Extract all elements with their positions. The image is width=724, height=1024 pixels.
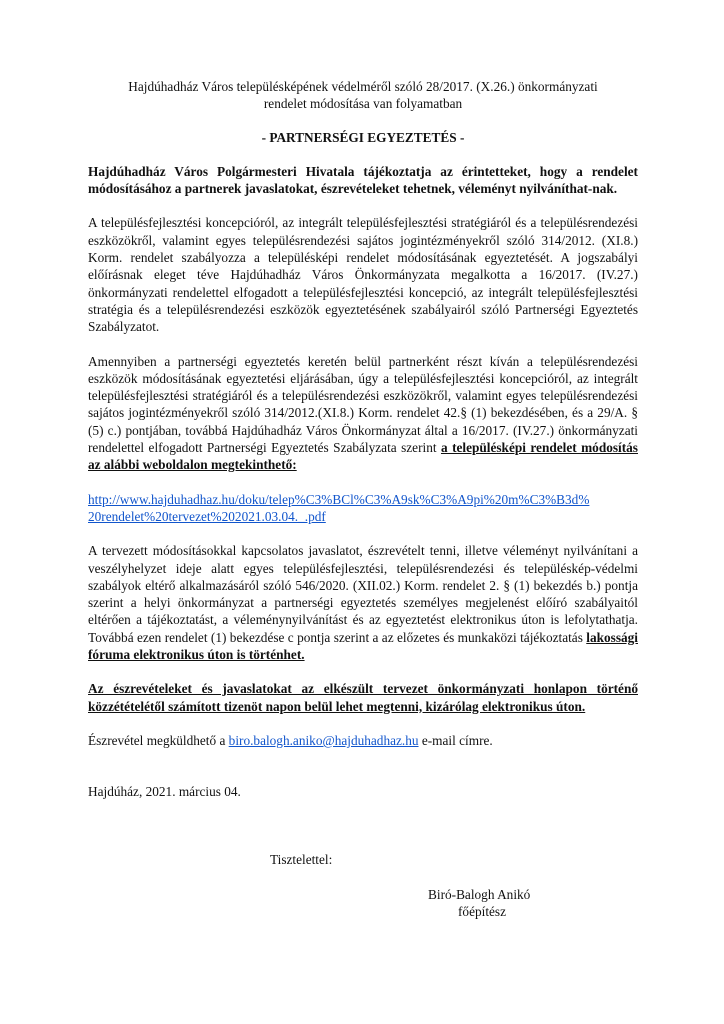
document-subtitle: - PARTNERSÉGI EGYEZTETÉS - xyxy=(261,129,465,145)
signature-name: Biró-Balogh Anikó xyxy=(428,886,531,902)
paragraph-emergency xyxy=(88,542,638,663)
document-link-line-1: http://www.hajduhadhaz.hu/doku/telep%C3%BCl%C3%A9sk%C3%A9pi%20m%C3%B3d% xyxy=(88,491,590,507)
contact-prefix: Észrevétel megküldhető a xyxy=(88,732,229,748)
document-link[interactable] xyxy=(88,492,589,524)
contact-suffix: e-mail címre. xyxy=(418,732,493,748)
paragraph-partnership-text: Amennyiben a partnerségi egyeztetés keretén belül partnerként részt kíván a településrendezési eszközök módosításának egyeztetési eljárásában, úgy a településfejlesztési koncepcióról, az integrált településfejlesztési stratégiáról és a településrendezési eszközökről, valamint egyes településrendezési sajátos jogintézményekről szóló 314/2012.(XI.8.) Korm. rendelet 42.§ (1) bekezdésében, és a 29/A. § (5) c.) pontjában, továbbá Hajdúhadház Város Önkormányzat által a 16/2017. (IV.27.) önkormányzati rendelettel elfogadott Partnerségi Egyeztetés Szabályzata szerint xyxy=(88,353,638,456)
paragraph-partnership xyxy=(88,353,638,474)
paragraph-legal-basis: A településfejlesztési koncepcióról, az integrált településfejlesztési stratégiáról és a településrendezési eszközökről, valamint egyes településrendezési sajátos jogintézményekről szóló 314/2012. (XI.8.) Korm. rendelet szabályozza a településképi rendelet módosításának egyeztetését. A jogszabályi előírásnak eleget téve Hajdúhadház Város Önkormányzata megalkotta a 16/2017. (IV.27.) önkormányzati rendelettel elfogadott a településfejlesztési koncepció, az integrált településfejlesztési stratégia és a településrendezési eszközök egyeztetésének szabályairól szóló Partnerségi Egyeztetés Szabályzatot. xyxy=(88,215,638,335)
document-date: Hajdúház, 2021. március 04. xyxy=(88,784,241,800)
paragraph-emergency-emphasis: lakossági fóruma elektronikus úton is történhet. xyxy=(88,629,638,663)
email-link[interactable]: biro.balogh.aniko@hajduhadhaz.hu xyxy=(228,732,419,748)
paragraph-deadline: Az észrevételeket és javaslatokat az elkészült tervezet önkormányzati honlapon történő közzétételétől számított tizenöt napon belül lehet megtenni, kizárólag elektronikus úton. xyxy=(88,681,638,714)
closing-greeting: Tisztelettel: xyxy=(270,851,333,867)
paragraph-partnership-emphasis: a településképi rendelet módosítás az alábbi weboldalon megtekinthető: xyxy=(88,440,638,473)
signature-title: főépítész xyxy=(458,904,506,920)
lead-paragraph: Hajdúhadház Város Polgármesteri Hivatala tájékoztatja az érintetteket, hogy a rendelet módosításához a partnerek javaslatokat, észrevételeket tehetnek, véleményt nyilváníthat-nak. xyxy=(88,163,638,197)
document-header xyxy=(88,78,638,113)
header-line-2: rendelet módosítása van folyamatban xyxy=(263,96,463,112)
paragraph-contact xyxy=(88,732,638,749)
document-link-line-2: 20rendelet%20tervezet%202021.03.04._.pdf xyxy=(88,508,326,524)
document-link-block xyxy=(88,491,638,526)
header-line-1: Hajdúhadház Város településképének védelméről szóló 28/2017. (X.26.) önkormányzati xyxy=(128,79,598,94)
paragraph-emergency-text: A tervezett módosításokkal kapcsolatos javaslatot, észrevételt tenni, illetve véleményt nyilvánítani a veszélyhelyzet ideje alatt egyes településfejlesztési, településrendezési és településkép-védelmi szabályok eltérő alkalmazásáról szóló 546/2020. (XII.02.) Korm. rendelet 2. § (1) bekezdés b.) pontja szerint a helyi önkormányzat a partnerségi egyeztetés személyes megjelenést előíró szabályaitól eltérően a tájékoztatást, a véleménynyilvánítást és az egyeztetést elektronikus úton is lefolytathatja. Továbbá ezen rendelet (1) bekezdése c pontja szerint a az előzetes és munkaközi tájékoztatás xyxy=(88,543,638,645)
